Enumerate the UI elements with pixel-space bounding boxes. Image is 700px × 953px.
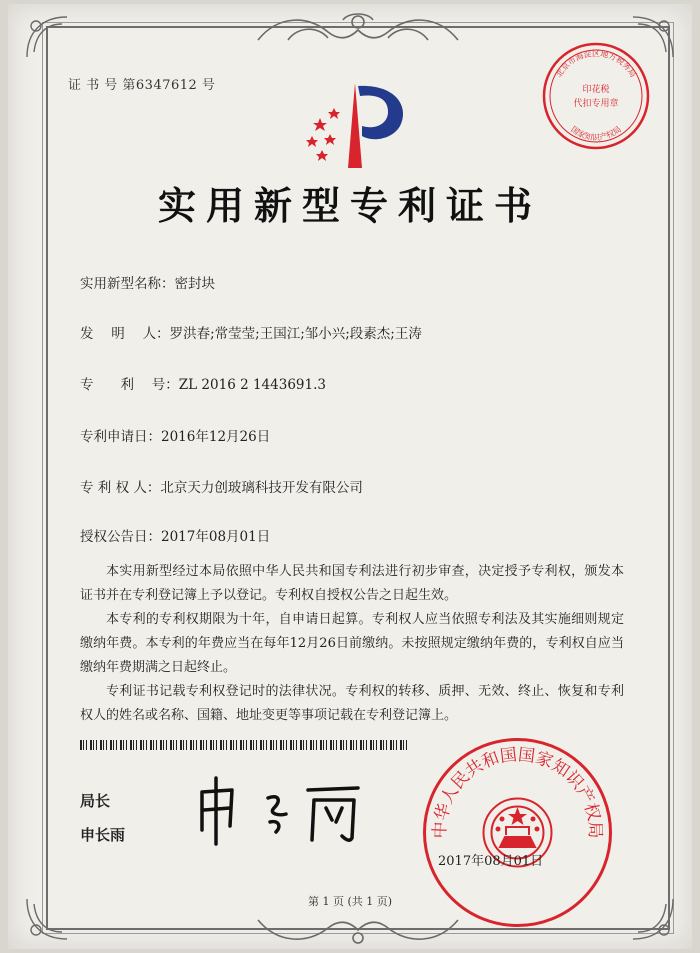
corner-ornament-tl — [22, 12, 72, 62]
utility-model-name-label: 实用新型名称： — [80, 276, 175, 292]
utility-model-name-row — [80, 272, 215, 292]
grant-date-row — [80, 525, 270, 545]
tax-stamp-bottom-text: 国家知识产权局 — [569, 124, 623, 142]
patentee-value: 北京天力创玻璃科技开发有限公司 — [160, 480, 363, 496]
certificate-body — [80, 560, 624, 728]
page-number: 第 1 页 (共 1 页) — [307, 895, 393, 908]
body-paragraph-1: 本实用新型经过本局依照中华人民共和国专利法进行初步审查，决定授予专利权，颁发本证书并在专利登记簿上予以登记。专利权自授权公告之日起生效。 — [80, 564, 624, 603]
body-paragraph-3: 专利证书记载专利权登记时的法律状况。专利权的转移、质押、无效、终止、恢复和专利权人的姓名或名称、国籍、地址变更等事项记载在专利登记簿上。 — [80, 684, 624, 723]
director-name: 申长雨 — [80, 826, 126, 844]
patentee-label: 专 利 权 人： — [80, 480, 161, 496]
patent-number-label: 专 利 号： — [80, 377, 179, 393]
svg-text:国家知识产权局 — [569, 125, 623, 142]
inventor-label: 发 明 人： — [80, 326, 170, 342]
body-paragraph-2: 本专利的专利权期限为十年，自申请日起算。专利权人应当依照专利法及其实施细则规定缴纳年费。本专利的年费应当在每年12月26日前缴纳。未按照规定缴纳年费的，专利权自应当缴纳年费期满之日起终止。 — [80, 612, 624, 675]
certificate-title: 实用新型专利证书 — [157, 184, 542, 228]
top-ornament — [248, 10, 468, 48]
utility-model-name-value: 密封块 — [174, 276, 215, 292]
svg-text:中华人民共和国国家知识产权局 — [430, 745, 604, 839]
tax-stamp-line1: 印花税 — [582, 85, 610, 95]
patent-number-value: ZL 2016 2 1443691.3 — [178, 377, 326, 393]
patent-office-logo-icon — [300, 78, 415, 173]
tax-stamp — [540, 40, 652, 152]
patentee-row — [80, 476, 363, 496]
handwritten-signature — [190, 770, 370, 850]
tax-stamp-ring-text: 北京市海淀区地方税务局 — [554, 49, 638, 79]
barcode — [80, 740, 410, 750]
tax-stamp-line2: 代扣专用章 — [573, 99, 619, 109]
application-date-row — [80, 425, 270, 445]
inventor-row — [80, 322, 422, 342]
grant-date-value: 2017年08月01日 — [161, 529, 271, 545]
application-date-label: 专利申请日： — [80, 429, 161, 445]
seal-date: 2017年08月01日 — [438, 854, 544, 869]
certificate-number: 证 书 号 第6347612 号 — [68, 78, 216, 93]
patent-number-row — [80, 373, 326, 393]
seal-ring-text: 中华人民共和国国家知识产权局 — [430, 745, 605, 839]
application-date-value: 2016年12月26日 — [161, 429, 271, 445]
grant-date-label: 授权公告日： — [80, 529, 161, 545]
inventor-value: 罗洪春;常莹莹;王国江;邹小兴;段素杰;王涛 — [169, 326, 422, 342]
director-title: 局长 — [80, 792, 111, 810]
